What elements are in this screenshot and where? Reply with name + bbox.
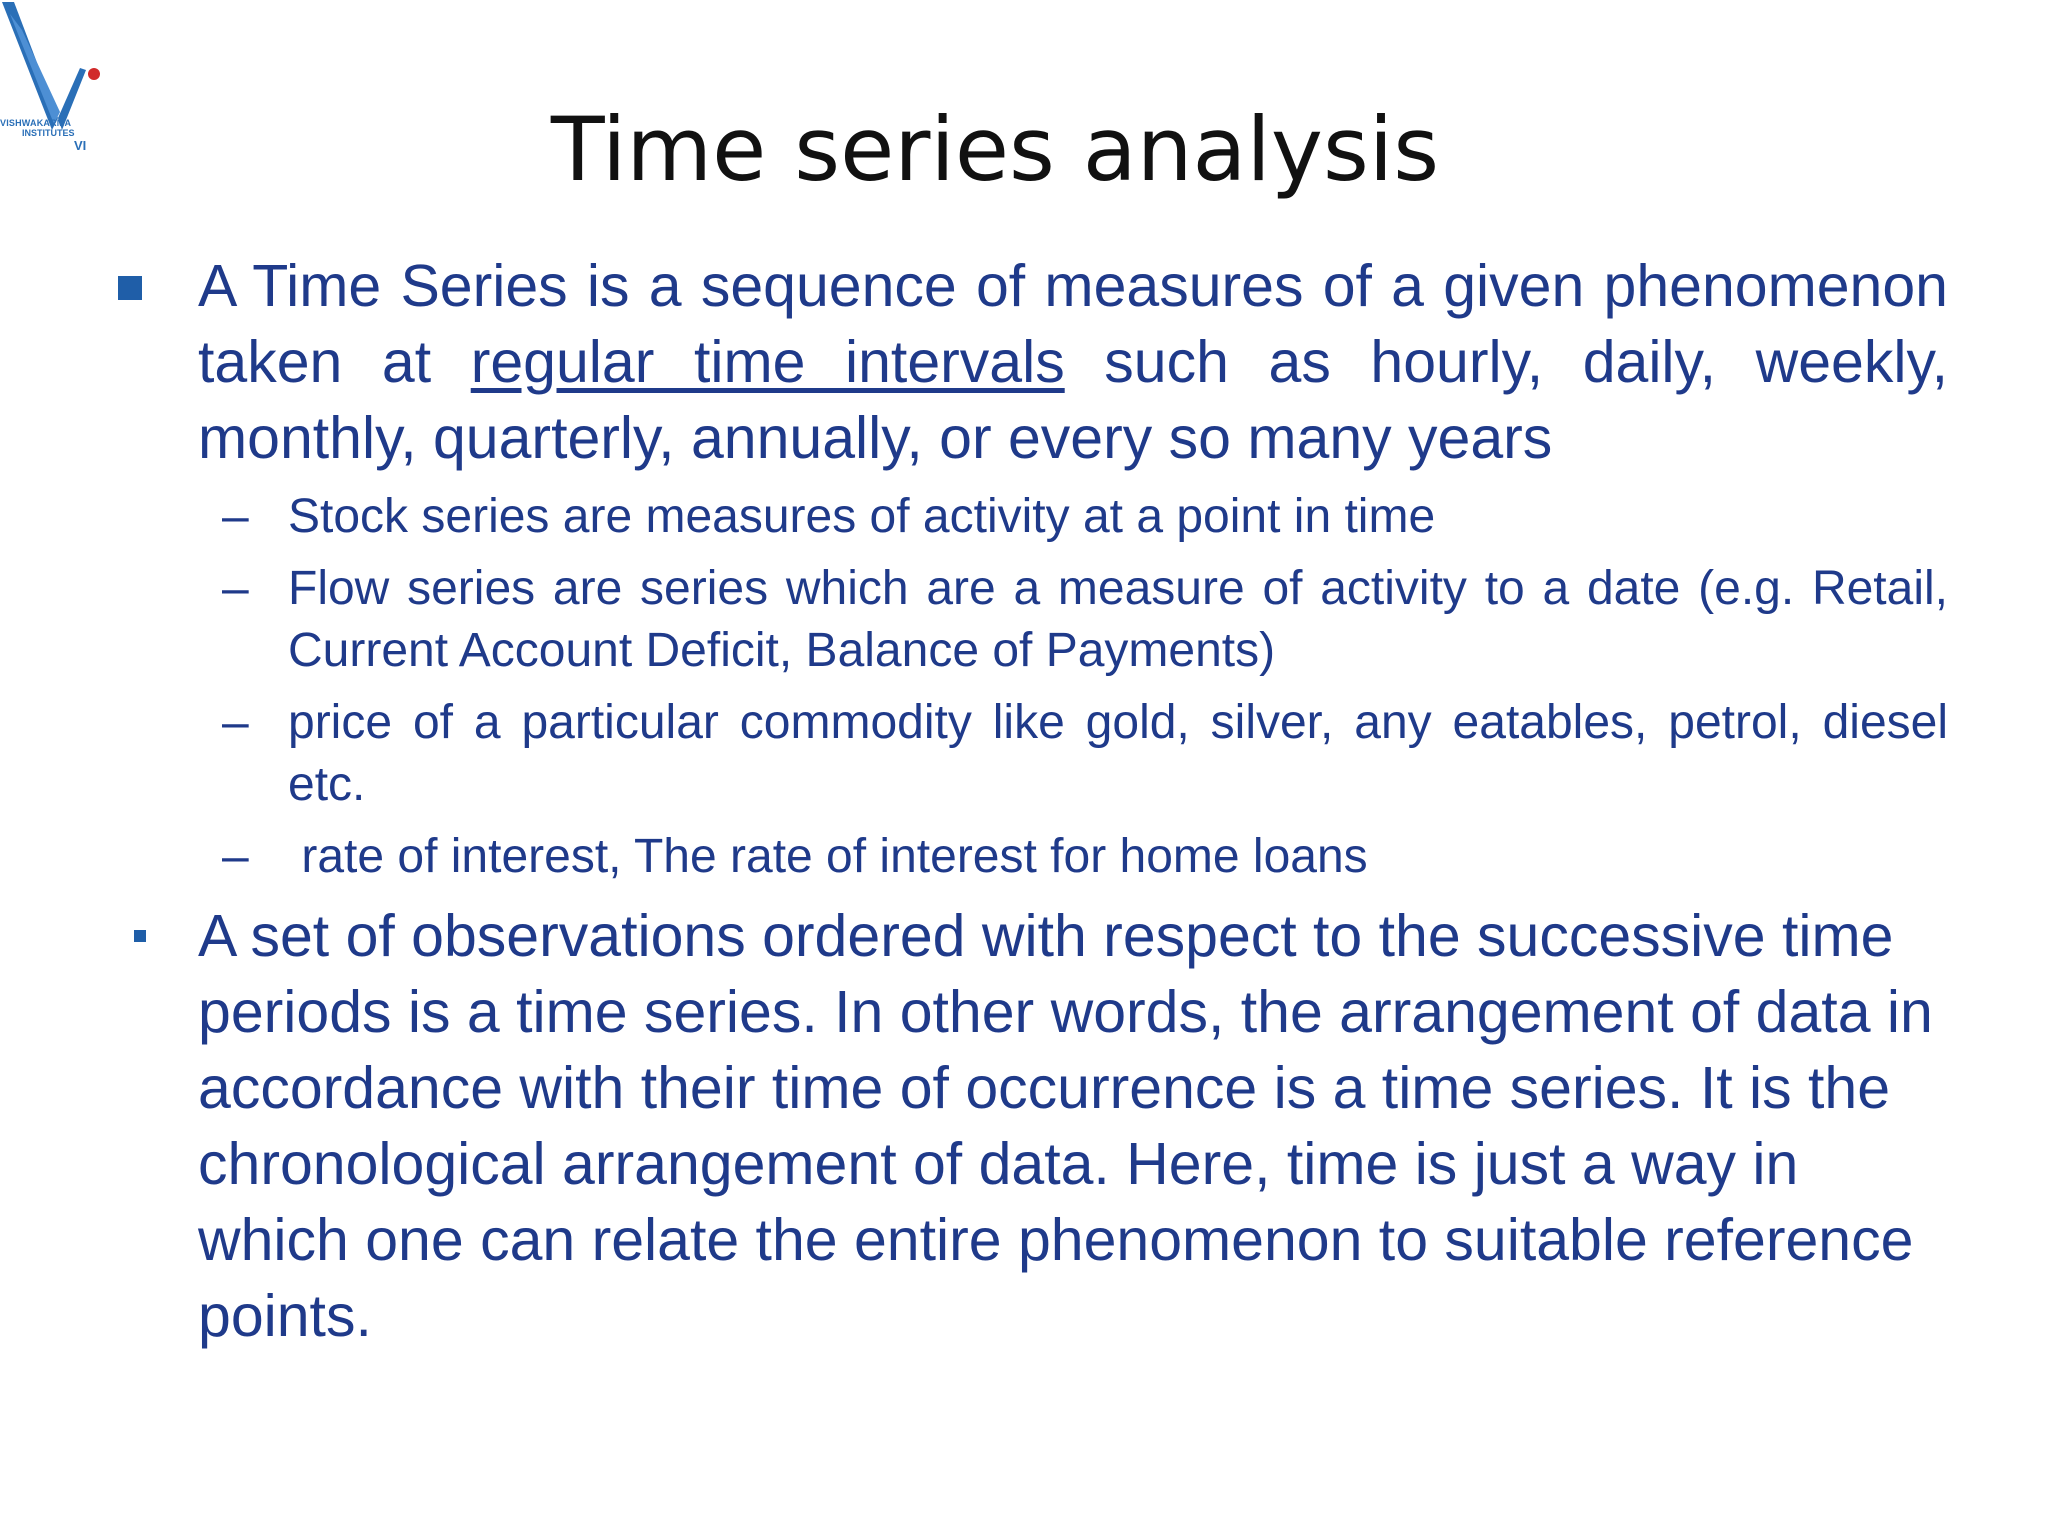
sub-bullet-text: rate of interest, The rate of interest for home loans bbox=[288, 830, 1368, 883]
underlined-phrase: regular time intervals bbox=[470, 329, 1065, 395]
bullet-item-definition bbox=[118, 248, 1948, 476]
square-bullet-icon bbox=[118, 276, 142, 300]
slide-content bbox=[118, 248, 1948, 1354]
sub-bullet-item bbox=[118, 692, 1948, 816]
dash-bullet-icon: – bbox=[222, 696, 249, 749]
sub-bullet-item bbox=[118, 826, 1948, 888]
sub-bullet-text: Flow series are series which are a measure of activity to a date (e.g. Retail, Current Account Deficit, Balance of Payments) bbox=[288, 562, 1948, 677]
logo-text-line1: VISHWAKARMA bbox=[0, 118, 72, 128]
bullet-text-pre: A Time Series is a sequence of measures of a given phenomenon taken at bbox=[198, 253, 1948, 395]
sub-bullet-text: Stock series are measures of activity at a point in time bbox=[288, 490, 1436, 543]
dash-bullet-icon: – bbox=[222, 562, 249, 615]
sub-bullet-list bbox=[118, 486, 1948, 888]
bullet-item-observations bbox=[118, 898, 1948, 1354]
sub-bullet-item bbox=[118, 558, 1948, 682]
sub-bullet-item bbox=[118, 486, 1948, 548]
bullet-text: A set of observations ordered with respect to the successive time periods is a time series. In other words, the arrangement of data in accordance with their time of occurrence is a time series. It is the chronological arrangement of data. Here, time is just a way in which one can relate the entire phenomenon to suitable reference points. bbox=[198, 903, 1933, 1349]
logo-text-line2: INSTITUTES bbox=[22, 128, 75, 138]
dash-bullet-icon: – bbox=[222, 830, 249, 883]
dash-bullet-icon: – bbox=[222, 490, 249, 543]
sub-bullet-text: price of a particular commodity like gold, silver, any eatables, petrol, diesel etc. bbox=[288, 696, 1948, 811]
logo-text-line3: VI bbox=[74, 138, 87, 153]
slide-title: Time series analysis bbox=[550, 98, 1440, 201]
bullet-text-post: such as hourly, daily, weekly, monthly, quarterly, annually, or every so many years bbox=[198, 329, 1948, 471]
small-square-bullet-icon bbox=[134, 930, 146, 942]
